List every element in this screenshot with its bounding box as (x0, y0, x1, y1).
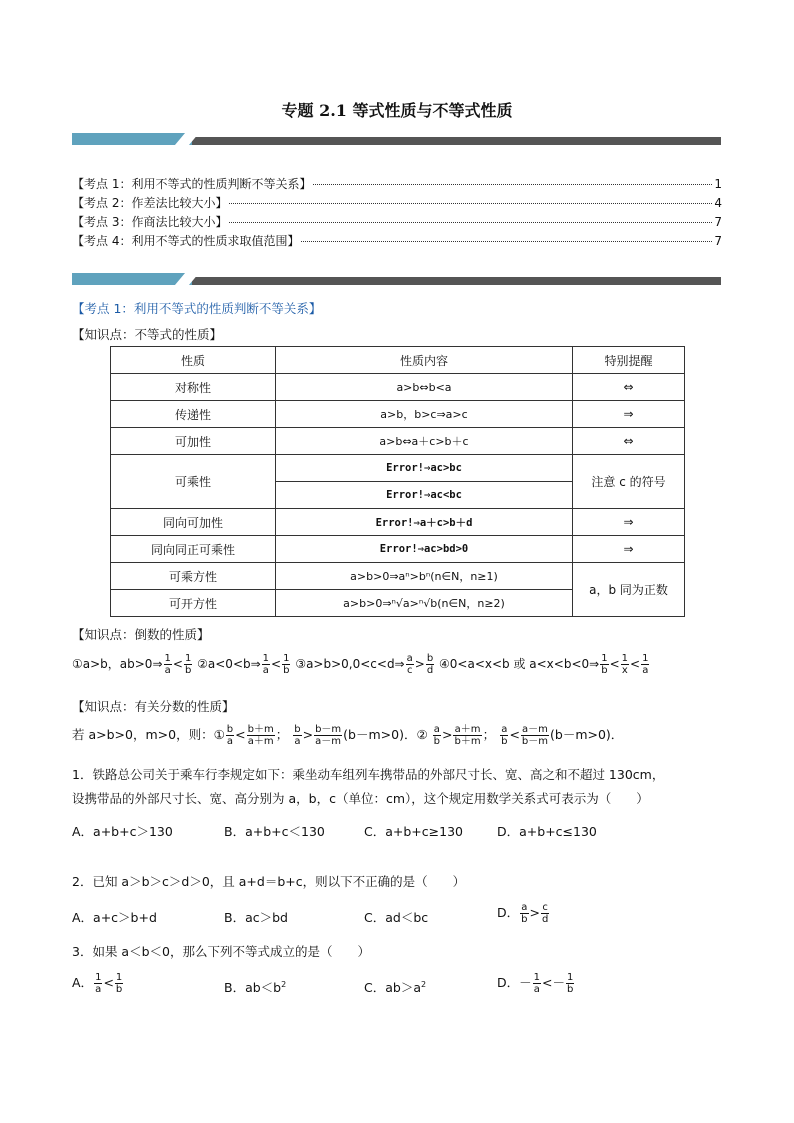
option-c[interactable]: C．a+b+c≥130 (364, 824, 463, 839)
toc-item[interactable]: 【考点 3：作商法比较大小】 7 (72, 215, 722, 229)
page-title: 专题 2.1 等式性质与不等式性质 (281, 101, 513, 120)
knowledge-heading: 【知识点：不等式的性质】 (72, 327, 223, 342)
table-row: 可加性 a>b⇔a＋c>b＋c ⇔ (111, 428, 685, 455)
table-row: 可乘性 Error!⇒ac>bc 注意 c 的符号 (111, 455, 685, 482)
option-b[interactable]: B．ac＞bd (224, 910, 288, 925)
table-of-contents (72, 175, 722, 251)
option-a[interactable]: A． $\frac{1}{a}$ < $\frac{1}{b}$ (72, 972, 123, 995)
option-b[interactable]: B．a+b+c＜130 (224, 824, 325, 839)
question-2: 2．已知 a＞b＞c＞d＞0，且 a+d＝b+c，则以下不正确的是（ ） (72, 874, 466, 889)
question-3: 3．如果 a＜b＜0，那么下列不等式成立的是（ ） (72, 944, 370, 959)
table-row: Error!⇒ac<bc (111, 482, 685, 509)
knowledge-heading: 【知识点：倒数的性质】 (72, 627, 210, 642)
table-row: 可乘方性 a>b>0⇒aⁿ>bⁿ(n∈N，n≥1) a，b 同为正数 (111, 563, 685, 590)
option-a[interactable]: A．a+c＞b+d (72, 910, 157, 925)
properties-table (110, 346, 685, 617)
reciprocal-properties: ①a>b，ab>0⇒ $\frac{1}{a}$ < $\frac{1}{b}$ ②a<0<b⇒ $\frac{1}{a}$ < $\frac{1}{b}$ ③a>b>0,0<c<d⇒ $\frac{a}{c}$ > $\frac{b}{d}$ ④0<a<x<b 或 a<x<b<0⇒ $\frac{1}{b}$ < $\frac{1}{x}$ < $\frac{1}{a}$ (72, 653, 649, 676)
toc-item[interactable]: 【考点 4：利用不等式的性质求取值范围】 7 (72, 234, 722, 248)
section-divider (72, 273, 721, 285)
option-d[interactable]: D．－ $\frac{1}{a}$ <－ $\frac{1}{b}$ (497, 972, 574, 995)
toc-item[interactable]: 【考点 2：作差法比较大小】 4 (72, 196, 722, 210)
option-d[interactable]: D． $\frac{a}{b}$ > $\frac{c}{d}$ (497, 902, 549, 925)
fraction-properties: 若 a>b>0，m>0，则：① $\frac{b}{a}$ < $\frac{b+m}{a+m}$ ； $\frac{b}{a}$ > $\frac{b-m}{a-m}$ (b－m>0)．② $\frac{a}{b}$ > $\frac{a+m}{b+m}$ ； $\frac{a}{b}$ < $\frac{a-m}{b-m}$ (b－m>0)． (72, 724, 624, 747)
section-divider (72, 133, 721, 145)
option-c[interactable]: C．$ab>a^2$ (364, 979, 427, 995)
table-row: 可开方性 a>b>0⇒ⁿ√a>ⁿ√b(n∈N，n≥2) (111, 590, 685, 617)
table-row: 对称性 a>b⇔b<a ⇔ (111, 374, 685, 401)
table-row: 同向同正可乘性 Error!⇒ac>bd>0 ⇒ (111, 536, 685, 563)
knowledge-heading: 【知识点：有关分数的性质】 (72, 699, 235, 714)
section-heading: 【考点 1：利用不等式的性质判断不等关系】 (72, 301, 322, 316)
table-row: 传递性 a>b，b>c⇒a>c ⇒ (111, 401, 685, 428)
toc-item[interactable]: 【考点 1：利用不等式的性质判断不等关系】 1 (72, 177, 722, 191)
option-b[interactable]: B．$ab<b^2$ (224, 979, 287, 995)
table-header-row: 性质 性质内容 特别提醒 (111, 347, 685, 374)
question-1: 1．铁路总公司关于乘车行李规定如下：乘坐动车组列车携带品的外部尺寸长、宽、高之和不超过 130cm， 设携带品的外部尺寸长、宽、高分别为 a，b，c（单位：cm），这个规定用数学关系式可表示为（ ） (72, 767, 665, 806)
option-a[interactable]: A．a+b+c＞130 (72, 824, 173, 839)
table-row: 同向可加性 Error!⇒a＋c>b＋d ⇒ (111, 509, 685, 536)
option-d[interactable]: D．a+b+c≤130 (497, 824, 597, 839)
option-c[interactable]: C．ad＜bc (364, 910, 429, 925)
